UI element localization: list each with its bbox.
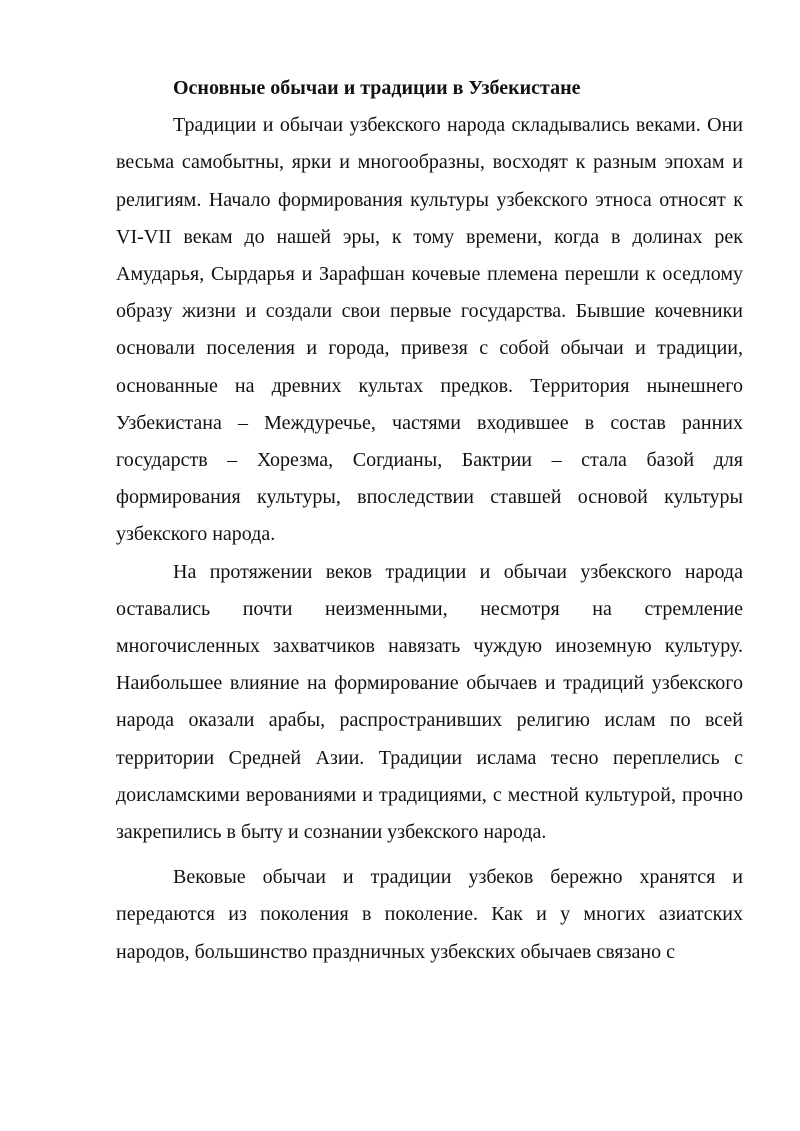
paragraph-1: Традиции и обычаи узбекского народа складывались веками. Они весьма самобытны, ярки и многообразны, восходят к разным эпохам и религиям. Начало формирования культуры узбекского этноса относят к VI-VII векам до нашей эры, к тому времени, когда в долинах рек Амударья, Сырдарья и Зарафшан кочевые племена перешли к оседлому образу жизни и создали свои первые государства. Бывшие кочевники основали поселения и города, привезя с собой обычаи и традиции, основанные на древних культах предков. Территория нынешнего Узбекистана – Междуречье, частями входившее в состав ранних государств – Хорезма, Согдианы, Бактрии – стала базой для формирования культуры, впоследствии ставшей основой культуры узбекского народа. bbox=[116, 114, 743, 546]
document-title: Основные обычаи и традиции в Узбекистане bbox=[173, 77, 581, 99]
paragraph-3: Вековые обычаи и традиции узбеков бережно хранятся и передаются из поколения в поколение. Как и у многих азиатских народов, большинство праздничных узбекских обычаев связано с bbox=[116, 866, 743, 963]
paragraph-2: На протяжении веков традиции и обычаи узбекского народа оставались почти неизменными, несмотря на стремление многочисленных захватчиков навязать чуждую иноземную культуру. Наибольшее влияние на формирование обычаев и традиций узбекского народа оказали арабы, распространивших религию ислам по всей территории Средней Азии. Традиции ислама тесно переплелись с доисламскими верованиями и традициями, с местной культурой, прочно закрепились в быту и сознании узбекского народа. bbox=[116, 560, 743, 844]
